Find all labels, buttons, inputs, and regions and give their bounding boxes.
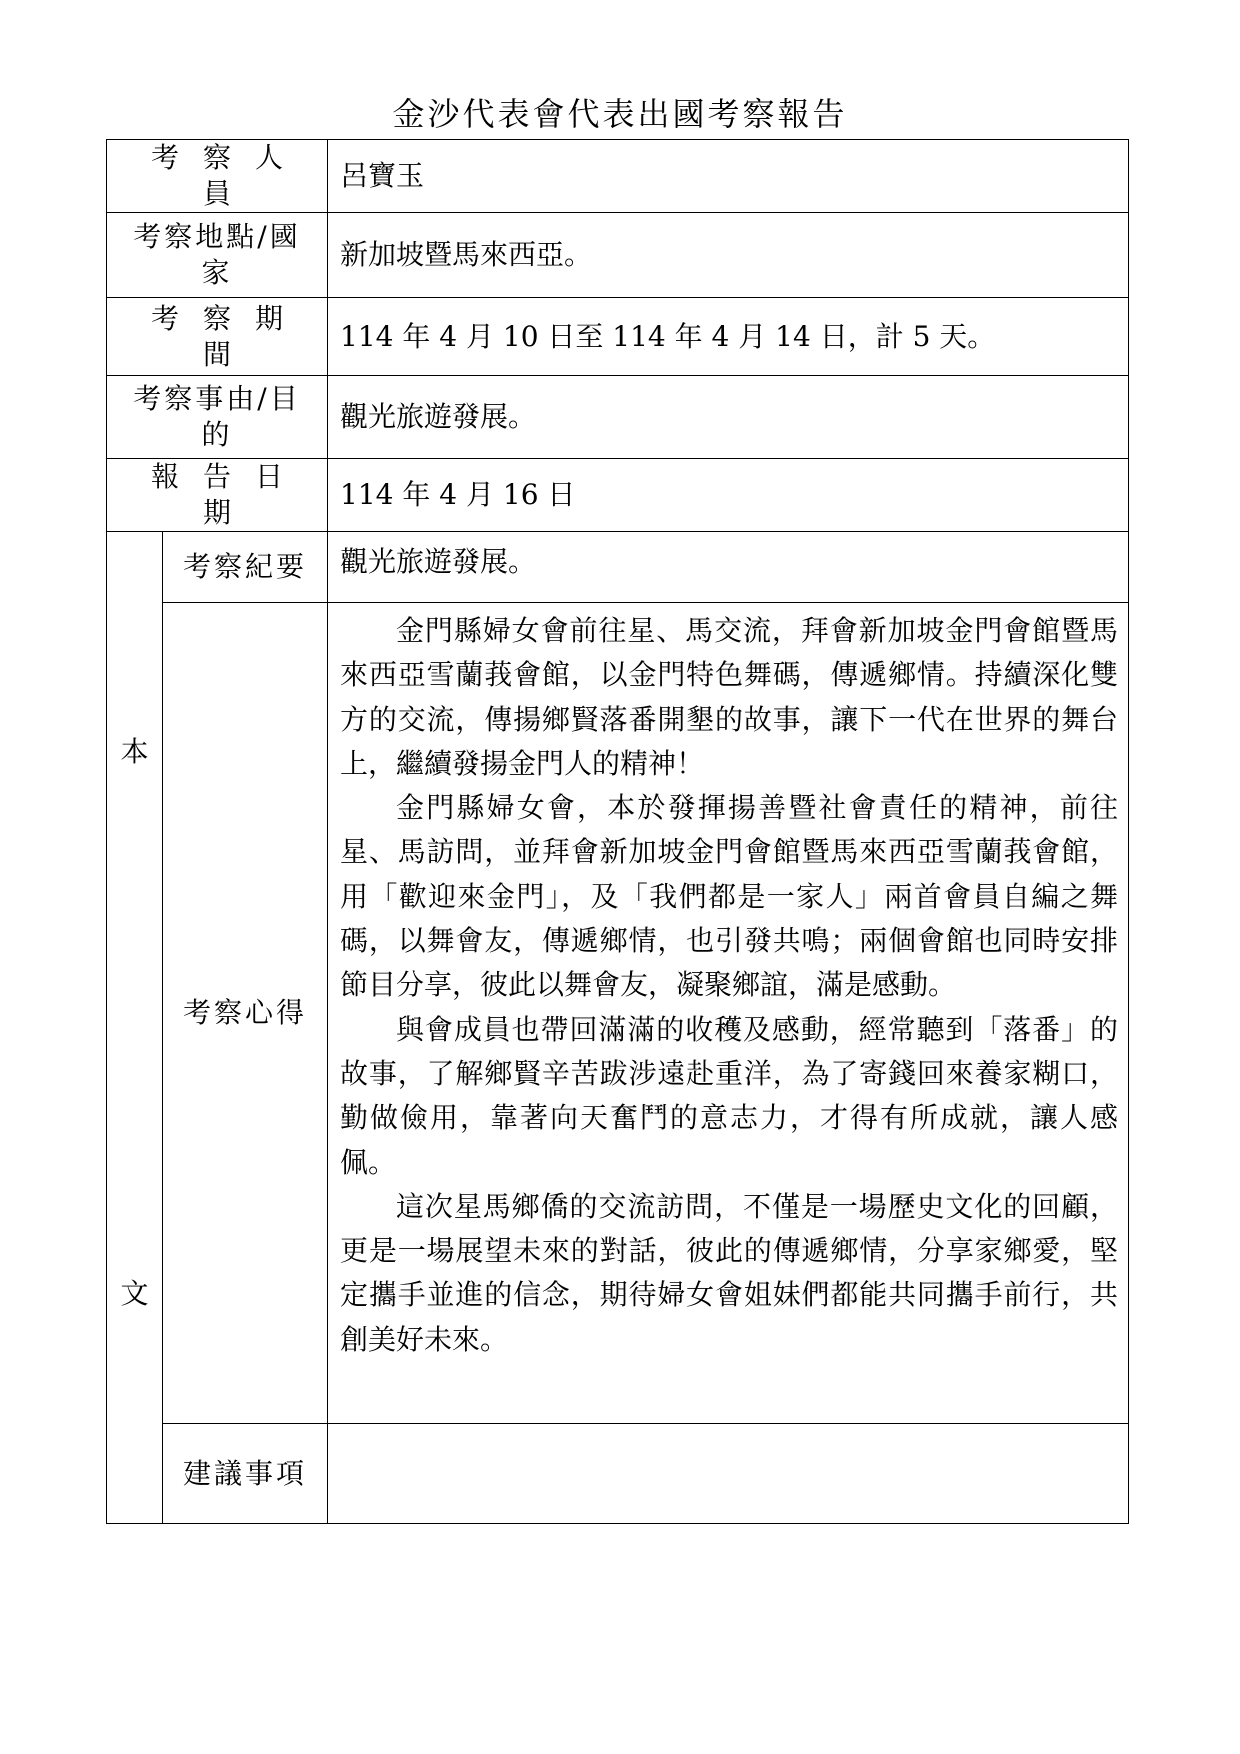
reflection-text: [328, 603, 1129, 1424]
reflection-paragraph: 這次星馬鄉僑的交流訪問，不僅是一場歷史文化的回顧，更是一場展望未來的對話，彼此的傳遞鄉情，分享家鄉愛，堅定攜手並進的信念，期待婦女會姐妹們都能共同攜手前行，共創美好未來。: [340, 1189, 1119, 1356]
inspector-value: 呂寶玉: [328, 140, 1129, 213]
row-inspector: [107, 140, 1129, 213]
row-period: [107, 298, 1129, 376]
purpose-label: 考察事由/目的: [107, 376, 328, 459]
suggestions-label: 建議事項: [163, 1424, 328, 1524]
row-suggestions: [107, 1424, 1129, 1524]
reflection-paragraph: 金門縣婦女會前往星、馬交流，拜會新加坡金門會館暨馬來西亞雪蘭莪會館，以金門特色舞碼，傳遞鄉情。持續深化雙方的交流，傳揚鄉賢落番開墾的故事，讓下一代在世界的舞台上，繼續發揚金門人的精神！: [340, 614, 1119, 780]
page-title: 金沙代表會代表出國考察報告: [392, 95, 848, 133]
report-date-label: 報告日期: [107, 459, 328, 532]
row-location: [107, 213, 1129, 298]
body-char-1: 本: [120, 735, 149, 768]
body-char-2: 文: [120, 1277, 149, 1310]
row-report-date: [107, 459, 1129, 532]
period-label: 考察期間: [107, 298, 328, 376]
suggestions-value: [328, 1424, 1129, 1524]
summary-value: 觀光旅遊發展。: [328, 532, 1129, 603]
reflection-paragraph: 與會成員也帶回滿滿的收穫及感動，經常聽到「落番」的故事，了解鄉賢辛苦跋涉遠赴重洋，為了寄錢回來養家糊口，勤做儉用，靠著向天奮鬥的意志力，才得有所成就，讓人感佩。: [340, 1012, 1119, 1179]
period-value: 114 年 4 月 10 日至 114 年 4 月 14 日，計 5 天。: [328, 298, 1129, 376]
report-table: [106, 139, 1129, 1524]
report-date-value: 114 年 4 月 16 日: [328, 459, 1129, 532]
row-reflection: [107, 603, 1129, 1424]
summary-label: 考察紀要: [163, 532, 328, 603]
purpose-value: 觀光旅遊發展。: [328, 376, 1129, 459]
row-summary: [107, 532, 1129, 603]
body-section-label: [107, 532, 163, 1524]
inspector-label: 考察人員: [107, 140, 328, 213]
location-label: 考察地點/國家: [107, 213, 328, 298]
reflection-paragraph: 金門縣婦女會，本於發揮揚善暨社會責任的精神，前往星、馬訪問，並拜會新加坡金門會館暨馬來西亞雪蘭莪會館，用「歡迎來金門」，及「我們都是一家人」兩首會員自編之舞碼，以舞會友，傳遞鄉情，也引發共鳴；兩個會館也同時安排節目分享，彼此以舞會友，凝聚鄉誼，滿是感動。: [340, 791, 1119, 1002]
row-purpose: [107, 376, 1129, 459]
location-value: 新加坡暨馬來西亞。: [328, 213, 1129, 298]
reflection-label: 考察心得: [163, 603, 328, 1424]
